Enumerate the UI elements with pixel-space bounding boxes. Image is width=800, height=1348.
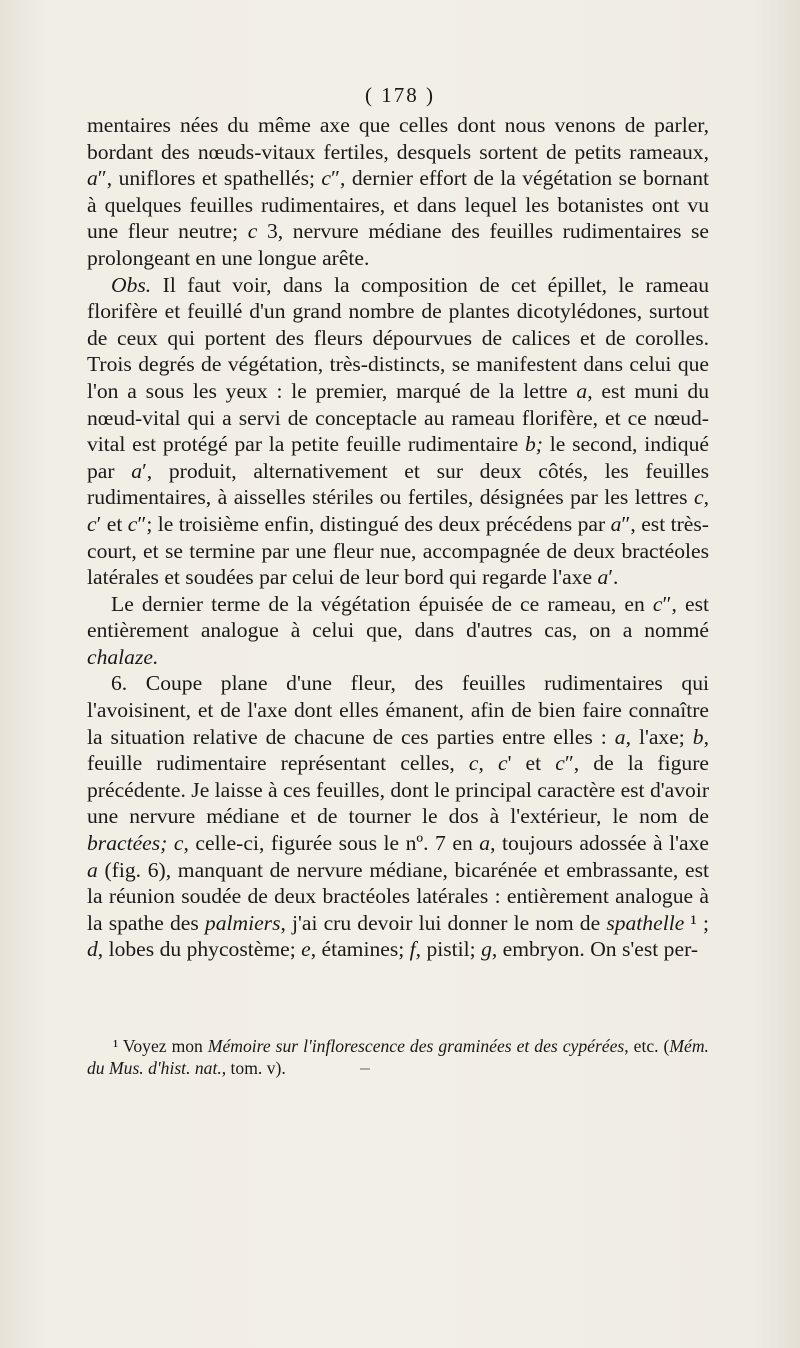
text-run: Le dernier terme de la végétation épuisée de ce rameau, en bbox=[111, 591, 653, 616]
page-number: ( 178 ) bbox=[365, 83, 435, 107]
paragraph-continuation bbox=[87, 112, 709, 272]
italic-run: chalaze. bbox=[87, 644, 159, 669]
text-run: , étamines; bbox=[310, 937, 410, 962]
italic-run: a bbox=[87, 166, 98, 191]
text-run: , etc. ( bbox=[624, 1036, 670, 1056]
text-run: 3, nervure médiane des feuilles rudimentaires se prolongeant en une longue arête. bbox=[87, 219, 709, 270]
text-run: ″, de la figure précédente. Je laisse à ces feuilles, dont le principal caractère est d'avoir une nervure médiane et de tourner le dos à l'extérieur, le nom de bbox=[87, 751, 710, 829]
italic-run: c bbox=[694, 485, 704, 510]
text-run: ″; le troisième enfin, distingué des deux précédens par bbox=[137, 511, 611, 536]
italic-run: a bbox=[576, 378, 588, 403]
text-run: , est muni du nœud-vital qui a servi de conceptacle au rameau florifère, et ce nœud-vital est protégé par la petite feuille rudimentaire bbox=[87, 378, 709, 457]
italic-run: c bbox=[173, 831, 184, 856]
body-text bbox=[87, 112, 709, 963]
italic-run: a bbox=[479, 831, 491, 856]
text-run: Il faut voir, dans la composition de cet épillet, le rameau florifère et feuillé d'un grand nombre de plantes dicotylédones, surtout de ceux qui portent des fleurs dépourvues de calices et de corolles. Trois degrés de végétation, très-distincts, se manifestent dans celui que l'on a sous les yeux : le premier, marqué de la lettre bbox=[87, 272, 709, 403]
text-run: (fig. 6), manquant de nervure médiane, bicarénée et embrassante, est la réunion soudée de deux bractéoles latérales : entièrement analogue à la spathe des bbox=[87, 857, 709, 935]
italic-run: Mém. du Mus. d'hist. nat. bbox=[87, 1036, 709, 1078]
italic-run: c bbox=[652, 591, 663, 616]
italic-run: c bbox=[321, 166, 332, 191]
italic-run: bractées; bbox=[87, 831, 168, 856]
text-run: le second, indiqué par bbox=[87, 432, 709, 483]
italic-run: c bbox=[87, 511, 97, 536]
italic-run: b bbox=[692, 724, 704, 749]
italic-run: e bbox=[301, 937, 311, 962]
paragraph-chalaze bbox=[87, 591, 709, 671]
text-run: ¹ Voyez mon bbox=[113, 1036, 208, 1056]
text-run: , bbox=[703, 485, 709, 510]
print-speck bbox=[360, 1068, 370, 1070]
text-run: , lobes du phycostème; bbox=[97, 937, 302, 962]
text-run: ″, est entièrement analogue à celui que, dans d'autres cas, on a nommé bbox=[87, 591, 709, 643]
text-run: , celle-ci, figurée sous le nº. 7 en bbox=[183, 831, 480, 856]
italic-run: g bbox=[481, 937, 492, 962]
text-run: , feuille rudimentaire représentant celles, bbox=[87, 724, 709, 776]
italic-run: spathelle bbox=[606, 910, 685, 935]
italic-run: Obs. bbox=[111, 272, 152, 297]
text-run: , bbox=[478, 751, 498, 776]
italic-run: c bbox=[497, 751, 508, 776]
italic-run: a bbox=[610, 511, 622, 536]
text-run: , tom. v). bbox=[221, 1058, 286, 1078]
text-run: , l'axe; bbox=[625, 724, 693, 749]
text-run: 6. Coupe plane d'une fleur, des feuilles rudimentaires qui l'avoisinent, et de l'axe dont elles émanent, afin de bien faire connaître la situation relative de chacune de ces parties entre elles : bbox=[87, 671, 709, 749]
italic-run: palmiers bbox=[204, 910, 281, 935]
italic-run: c bbox=[468, 751, 479, 776]
text-run: ″, dernier effort de la végétation se bornant à quelques feuilles rudimentaires, et dans lequel les botanistes ont vu une fleur neutre; bbox=[87, 166, 709, 244]
footnote bbox=[87, 1035, 709, 1079]
text-run: ′. bbox=[608, 565, 619, 590]
paragraph-observation bbox=[87, 272, 709, 591]
italic-run: f bbox=[409, 937, 416, 962]
italic-run: c bbox=[555, 751, 565, 776]
italic-run: b; bbox=[524, 432, 543, 457]
text-run: ′ et bbox=[96, 511, 128, 536]
text-run: mentaires nées du même axe que celles dont nous venons de parler, bordant des nœuds-vitaux fertiles, desquels sortent de petits rameaux, bbox=[87, 113, 709, 164]
text-run: , embryon. On s'est per- bbox=[491, 937, 699, 962]
text-run: ' et bbox=[507, 751, 556, 776]
italic-run: a bbox=[87, 857, 98, 882]
text-run: , pistil; bbox=[415, 937, 482, 962]
italic-run: c bbox=[127, 511, 138, 536]
paragraph-figure-6 bbox=[87, 670, 709, 963]
italic-run: d bbox=[87, 937, 98, 962]
text-run: ¹ ; bbox=[684, 910, 709, 935]
text-run: ″, est très-court, et se termine par une fleur nue, accompagnée de deux bractéoles latérales et soudées par celui de leur bord qui regarde l'axe bbox=[87, 511, 709, 590]
text-run: , toujours adossée à l'axe bbox=[490, 831, 709, 856]
italic-run: a bbox=[597, 565, 609, 590]
italic-run: a bbox=[614, 724, 626, 749]
text-run: , j'ai cru devoir lui donner le nom de bbox=[280, 910, 607, 935]
text-run: ′, produit, alternativement et sur deux côtés, les feuilles rudimentaires, à aisselles stériles ou fertiles, désignées par les lettres bbox=[87, 458, 709, 510]
italic-run: c bbox=[247, 219, 258, 244]
italic-run: Mémoire sur l'inflorescence des graminées et des cypérées bbox=[207, 1036, 625, 1056]
italic-run: a bbox=[131, 458, 143, 483]
text-run: ″, uniflores et spathellés; bbox=[97, 166, 322, 191]
